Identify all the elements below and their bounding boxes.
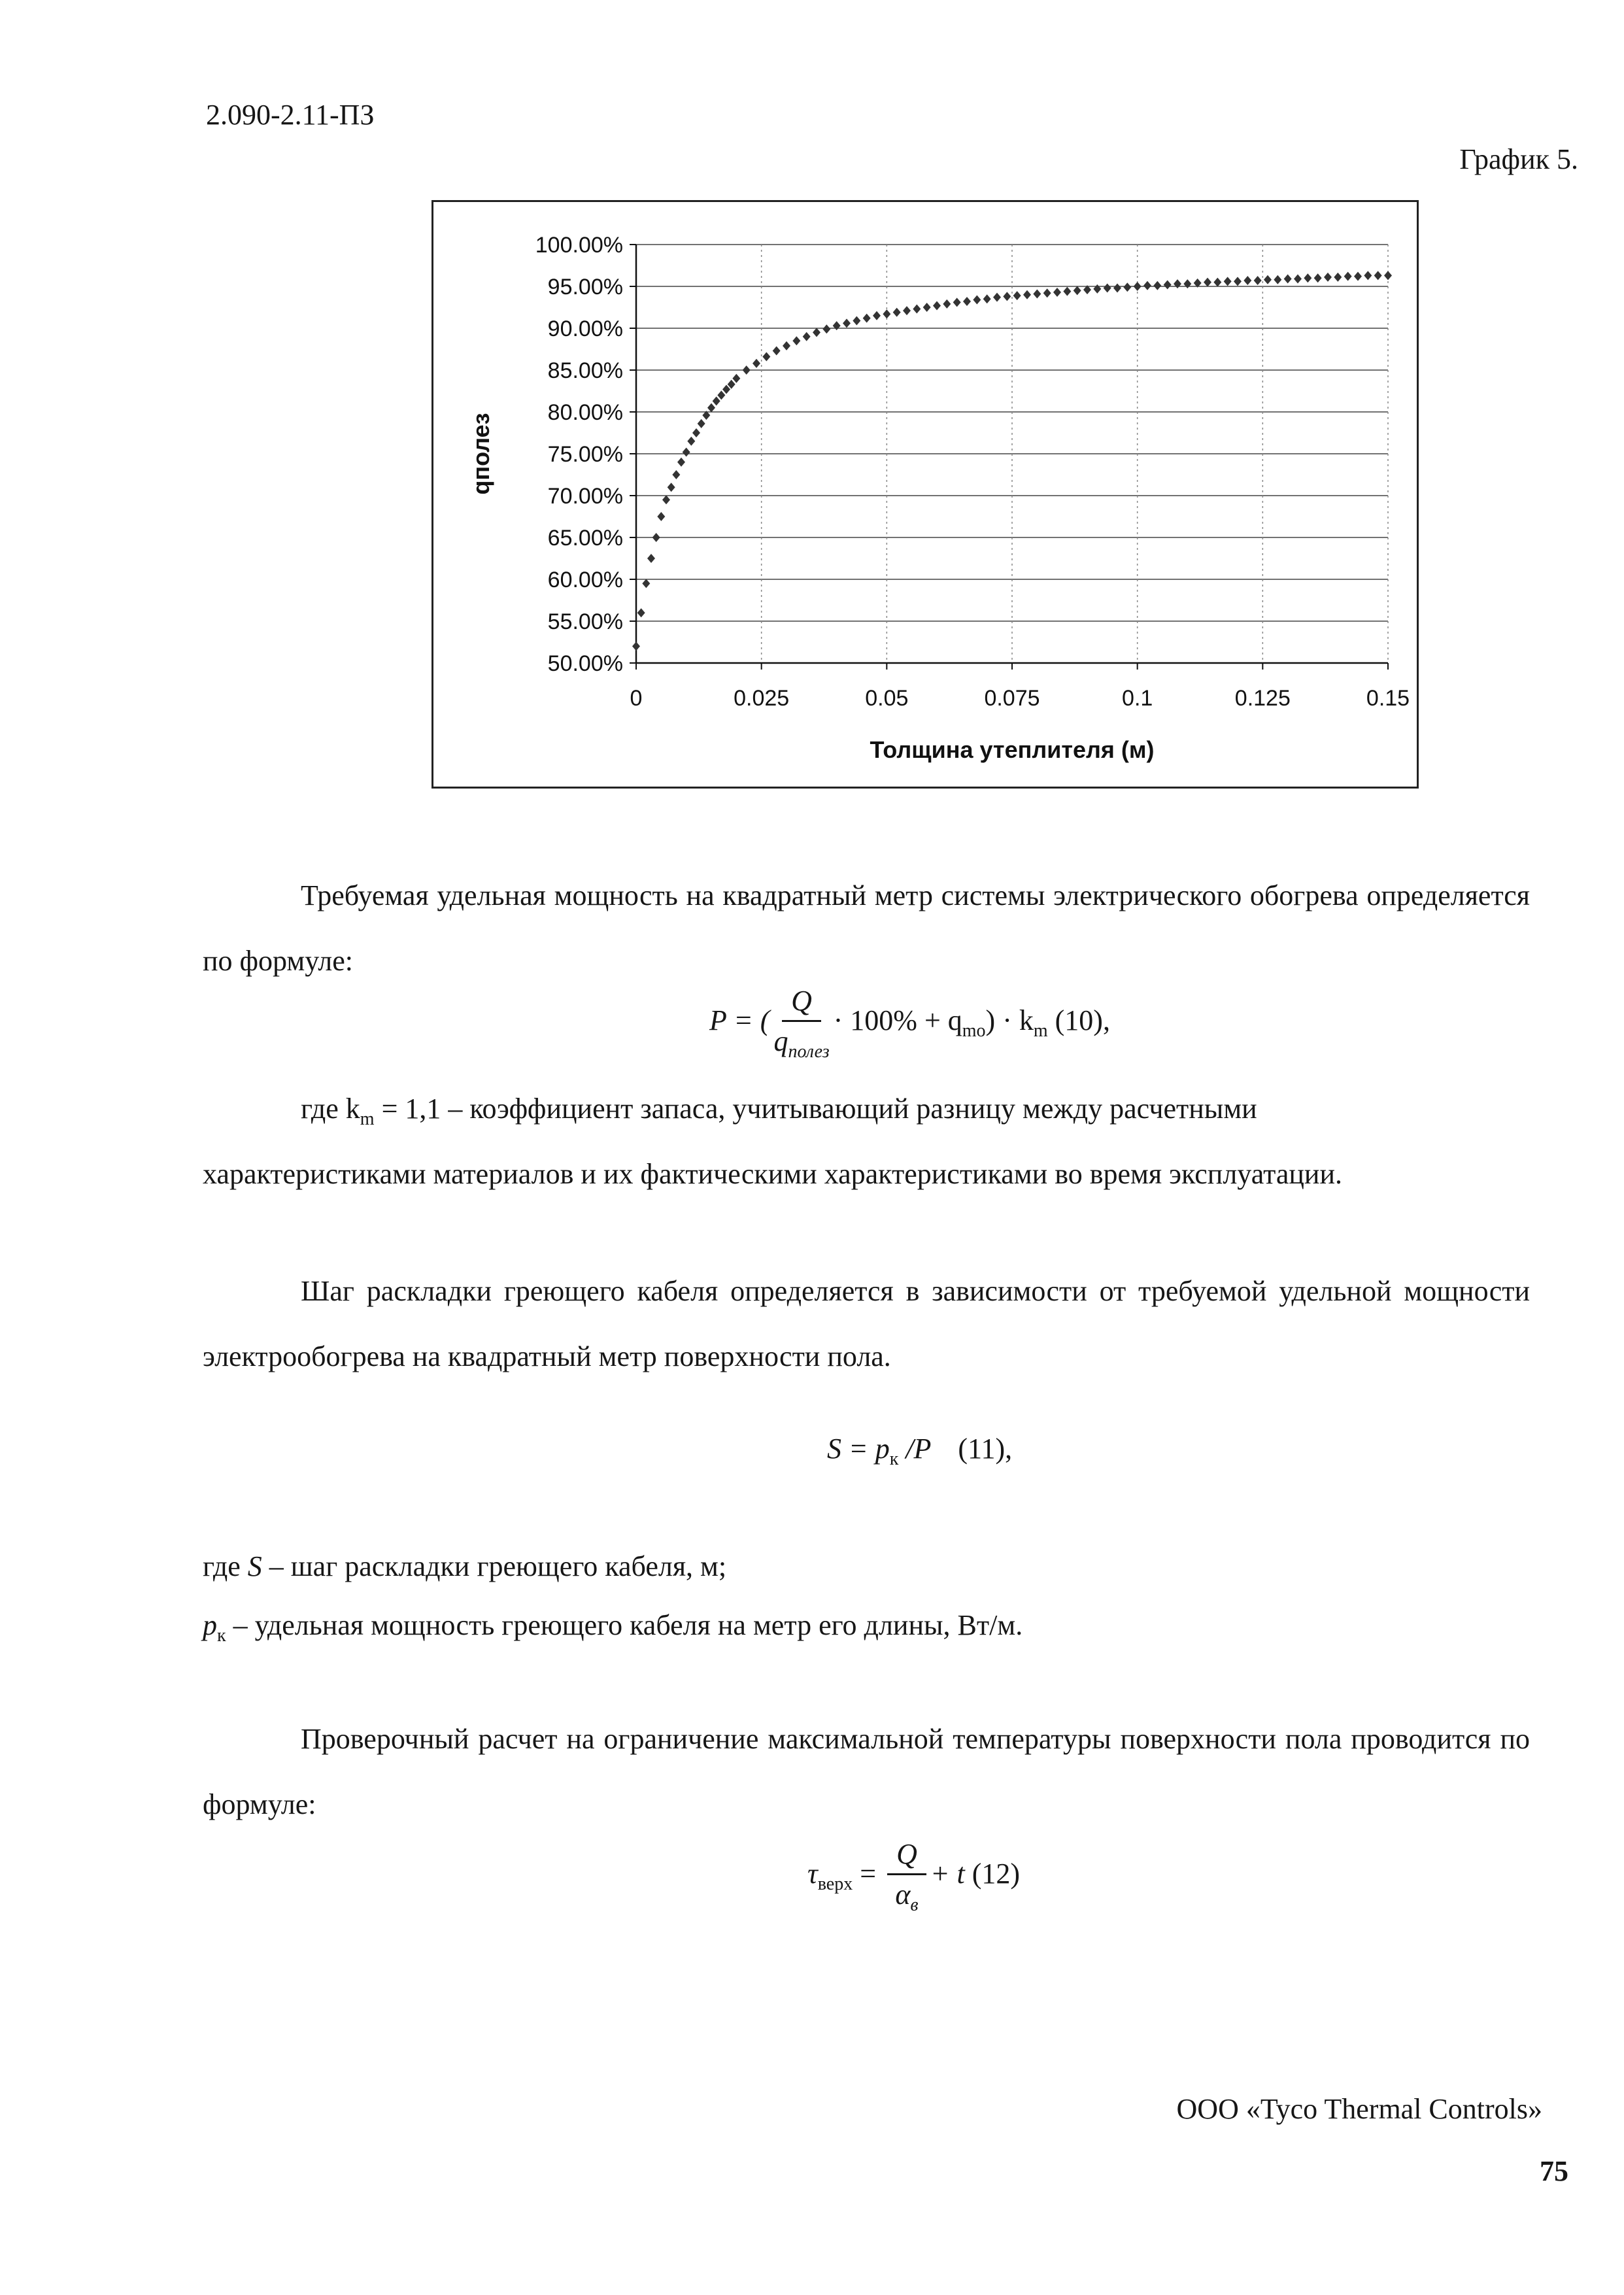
- data-point: [1053, 288, 1061, 297]
- data-point: [1093, 284, 1101, 294]
- data-point: [1284, 274, 1292, 283]
- formula-10: [709, 984, 1110, 1062]
- formula-10-fraction: [773, 984, 829, 1062]
- data-point: [1204, 278, 1211, 287]
- formula-10-lhs: P = (: [709, 1004, 770, 1036]
- data-point: [1364, 271, 1372, 280]
- x-tick-label: 0.025: [734, 686, 790, 711]
- data-point: [683, 447, 690, 456]
- x-tick-label: 0.15: [1366, 686, 1410, 711]
- data-point: [833, 321, 841, 330]
- data-point: [1314, 273, 1322, 282]
- y-axis-title: qполез: [467, 413, 494, 495]
- data-point: [1243, 276, 1251, 285]
- formula-11-rest: /P: [898, 1433, 932, 1465]
- data-point: [1104, 284, 1111, 293]
- graph-caption: График 5.: [1459, 143, 1578, 175]
- formula-12-lhs-sub: верх: [817, 1873, 853, 1894]
- data-point: [903, 306, 911, 315]
- data-point: [1123, 282, 1131, 292]
- formula-11-lhs: S = p: [827, 1433, 890, 1465]
- data-point: [813, 328, 820, 337]
- y-tick-label: 90.00%: [547, 316, 623, 341]
- data-point: [652, 533, 660, 542]
- y-tick-label: 85.00%: [547, 358, 623, 383]
- y-tick-label: 55.00%: [547, 609, 623, 634]
- data-point: [1113, 284, 1121, 293]
- formula-10-den-var: q: [773, 1025, 788, 1057]
- data-point: [1334, 273, 1342, 282]
- y-tick-label: 95.00%: [547, 275, 623, 299]
- formula-12-lhs: τ: [807, 1857, 818, 1890]
- data-point: [1374, 271, 1382, 280]
- formula-12-denominator: [895, 1875, 918, 1916]
- pk-definition-sub: к: [217, 1625, 226, 1646]
- data-point: [1164, 280, 1172, 289]
- x-tick-label: 0.075: [984, 686, 1040, 711]
- km-definition-sub: m: [360, 1108, 375, 1129]
- document-code: 2.090-2.11-ПЗ: [206, 99, 375, 131]
- formula-12-numerator: Q: [887, 1837, 926, 1875]
- data-point: [647, 554, 655, 563]
- formula-10-den-sub: полез: [788, 1041, 830, 1062]
- data-point: [1294, 274, 1302, 283]
- data-point: [803, 332, 811, 341]
- formula-10-end-sub: m: [1033, 1020, 1048, 1041]
- data-point: [973, 295, 981, 304]
- formula-12-eq: =: [853, 1857, 884, 1890]
- data-point: [1143, 281, 1151, 290]
- formula-11: [827, 1432, 1012, 1470]
- data-point: [668, 483, 675, 492]
- km-definition-text: = 1,1 – коэффициент запаса, учитывающий разницу между расчетными: [374, 1093, 1257, 1125]
- data-point: [753, 359, 760, 368]
- data-point: [963, 297, 971, 306]
- data-point: [713, 396, 720, 405]
- footer-company: ООО «Tyco Thermal Controls»: [1176, 2093, 1542, 2125]
- x-tick-label: 0.05: [865, 686, 909, 711]
- km-definition-line2: характеристиками материалов и их фактическими характеристиками во время эксплуатации.: [203, 1158, 1343, 1190]
- y-tick-label: 50.00%: [547, 651, 623, 676]
- efficiency-chart: [433, 202, 1417, 787]
- formula-10-end: ) · k: [985, 1004, 1034, 1036]
- formula-10-tag: (10),: [1055, 1004, 1110, 1036]
- data-point: [1074, 286, 1081, 295]
- data-point: [642, 579, 650, 588]
- paragraph-cable-step: Шаг раскладки греющего кабеля определяется в зависимости от требуемой удельной мощности электрообогрева на квадратный метр поверхности пола.: [203, 1275, 1530, 1372]
- formula-12-rest: + t: [930, 1857, 965, 1890]
- y-tick-label: 100.00%: [535, 233, 623, 258]
- data-point: [1264, 275, 1272, 284]
- data-point: [677, 458, 685, 467]
- data-point: [1234, 277, 1242, 286]
- chart-frame: [431, 200, 1419, 789]
- data-point: [943, 299, 951, 309]
- data-point: [843, 318, 851, 328]
- data-point: [822, 324, 830, 333]
- s-definition-var: S: [247, 1550, 262, 1582]
- data-point: [1354, 272, 1362, 281]
- data-point: [637, 608, 645, 617]
- data-point: [657, 512, 665, 521]
- data-point: [1224, 277, 1232, 286]
- formula-12: [807, 1837, 1020, 1916]
- pk-definition: [203, 1608, 1023, 1646]
- data-point: [933, 301, 941, 310]
- data-point: [1183, 279, 1191, 288]
- pk-definition-var: p: [203, 1609, 217, 1641]
- data-point: [863, 314, 871, 323]
- paragraph-power-intro: Требуемая удельная мощность на квадратный метр системы электрического обогрева определяется по формуле:: [203, 879, 1530, 977]
- s-definition-text: – шаг раскладки греющего кабеля, м;: [262, 1550, 727, 1582]
- y-tick-label: 80.00%: [547, 400, 623, 425]
- data-point: [662, 495, 670, 504]
- data-point: [1254, 276, 1262, 285]
- data-point: [1003, 292, 1011, 301]
- data-point: [1324, 273, 1332, 282]
- data-point: [692, 428, 700, 437]
- data-point: [743, 366, 751, 375]
- data-point: [687, 437, 695, 446]
- data-point: [873, 311, 881, 320]
- data-point: [773, 347, 781, 356]
- x-tick-label: 0.125: [1234, 686, 1291, 711]
- data-point: [993, 293, 1001, 302]
- data-point: [913, 305, 921, 314]
- data-point: [1033, 290, 1041, 299]
- data-point: [717, 390, 725, 400]
- pk-definition-text: – удельная мощность греющего кабеля на метр его длины, Вт/м.: [226, 1609, 1023, 1641]
- data-point: [1023, 290, 1031, 299]
- data-point: [672, 470, 680, 479]
- y-tick-label: 65.00%: [547, 526, 623, 551]
- data-point: [853, 316, 860, 325]
- km-definition-line1: [301, 1092, 1257, 1130]
- formula-11-sub: к: [889, 1448, 899, 1469]
- x-tick-label: 0.1: [1122, 686, 1153, 711]
- formula-12-den-sub: в: [910, 1894, 919, 1915]
- data-point: [698, 419, 705, 428]
- y-tick-label: 60.00%: [547, 568, 623, 592]
- data-point: [1304, 273, 1311, 282]
- data-point: [1013, 291, 1021, 300]
- data-point: [783, 341, 790, 350]
- data-point: [1134, 282, 1142, 291]
- data-point: [953, 298, 961, 307]
- data-point: [707, 403, 715, 413]
- formula-10-numerator: Q: [782, 984, 821, 1022]
- data-point: [792, 336, 800, 345]
- data-point: [1043, 288, 1051, 298]
- s-definition: [203, 1550, 726, 1583]
- formula-10-mid: · 100% + q: [833, 1004, 962, 1036]
- data-point: [1384, 271, 1392, 280]
- data-point: [983, 294, 991, 303]
- formula-12-den-var: α: [895, 1878, 911, 1911]
- data-point: [1344, 272, 1352, 281]
- formula-10-mid-sub: mo: [962, 1020, 986, 1041]
- s-definition-prefix: где: [203, 1550, 248, 1582]
- data-point: [1213, 278, 1221, 287]
- data-point: [1274, 275, 1281, 284]
- y-tick-label: 75.00%: [547, 442, 623, 467]
- formula-12-fraction: [887, 1837, 926, 1916]
- data-point: [893, 308, 901, 317]
- data-point: [883, 309, 890, 318]
- km-definition-prefix: где k: [301, 1093, 360, 1125]
- formula-10-denominator: [773, 1022, 829, 1062]
- x-axis-title: Толщина утеплителя (м): [870, 736, 1155, 763]
- data-point: [1174, 279, 1181, 288]
- paragraph-temperature-check: Проверочный расчет на ограничение максимальной температуры поверхности пола проводится по формуле:: [203, 1723, 1530, 1820]
- data-point: [732, 374, 740, 383]
- data-point: [632, 641, 640, 651]
- data-point: [923, 303, 931, 312]
- y-tick-label: 70.00%: [547, 484, 623, 509]
- data-point: [762, 352, 770, 362]
- formula-12-tag: (12): [972, 1857, 1021, 1890]
- data-point: [1063, 287, 1071, 296]
- page-number: 75: [1540, 2155, 1568, 2187]
- data-point: [1153, 281, 1161, 290]
- x-tick-label: 0: [630, 686, 643, 711]
- formula-11-tag: (11),: [958, 1433, 1013, 1465]
